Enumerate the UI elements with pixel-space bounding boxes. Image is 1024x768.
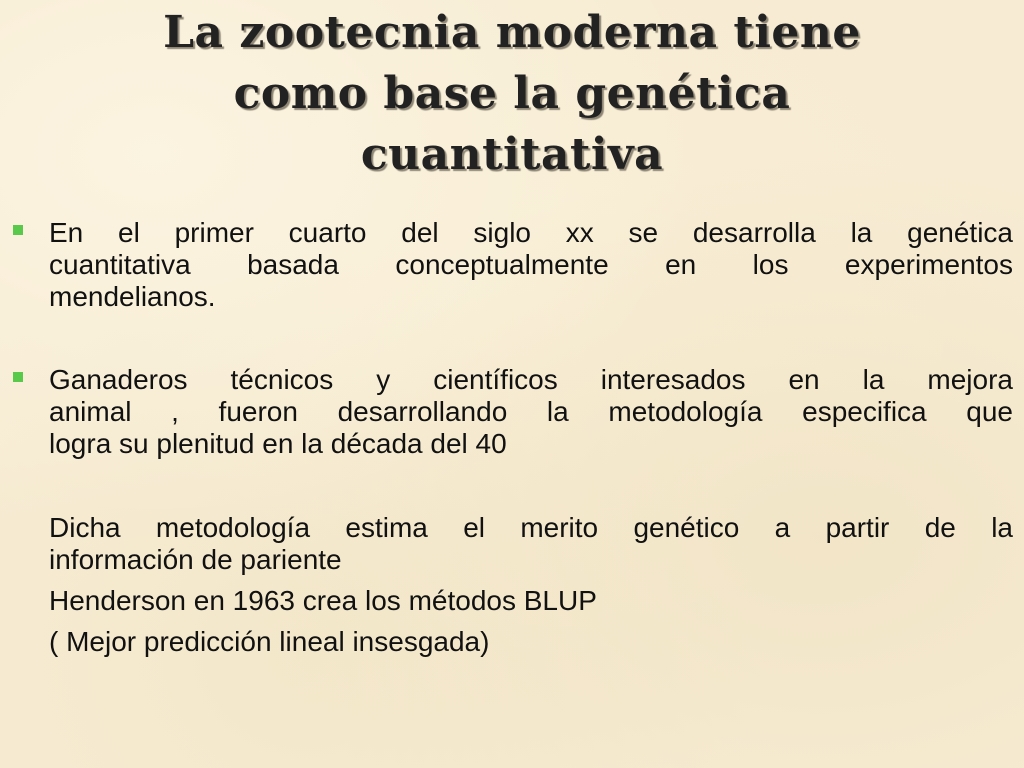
title-line: La zootecnia moderna tiene	[163, 7, 861, 58]
paragraph-metodologia	[49, 512, 1013, 576]
paragraph-line: ( Mejor predicción lineal insesgada)	[49, 626, 490, 657]
paragraph-line: Ganaderos técnicos y científicos interesados en la mejora	[49, 364, 1013, 395]
slide-title	[40, 2, 984, 185]
paragraph-henderson	[49, 585, 1013, 617]
paragraph-line: Henderson en 1963 crea los métodos BLUP	[49, 585, 597, 616]
paragraph-line: cuantitativa basada conceptualmente en los experimentos	[49, 249, 1013, 280]
bullet-square-icon	[13, 372, 23, 382]
title-line: como base la genética	[233, 68, 791, 119]
paragraph-genetica-cuantitativa	[49, 217, 1013, 313]
paragraph-line: Dicha metodología estima el merito genético a partir de la	[49, 512, 1013, 543]
paragraph-line: información de pariente	[49, 544, 342, 575]
paragraph-line: logra su plenitud en la década del 40	[49, 428, 507, 459]
paragraph-line: animal , fueron desarrollando la metodología especifica que	[49, 396, 1013, 427]
paragraph-ganaderos	[49, 364, 1013, 460]
bullet-square-icon	[13, 225, 23, 235]
title-line: cuantitativa	[360, 129, 664, 180]
paragraph-blup-definition	[49, 626, 1013, 658]
paragraph-line: En el primer cuarto del siglo xx se desarrolla la genética	[49, 217, 1013, 248]
paragraph-line: mendelianos.	[49, 281, 216, 312]
